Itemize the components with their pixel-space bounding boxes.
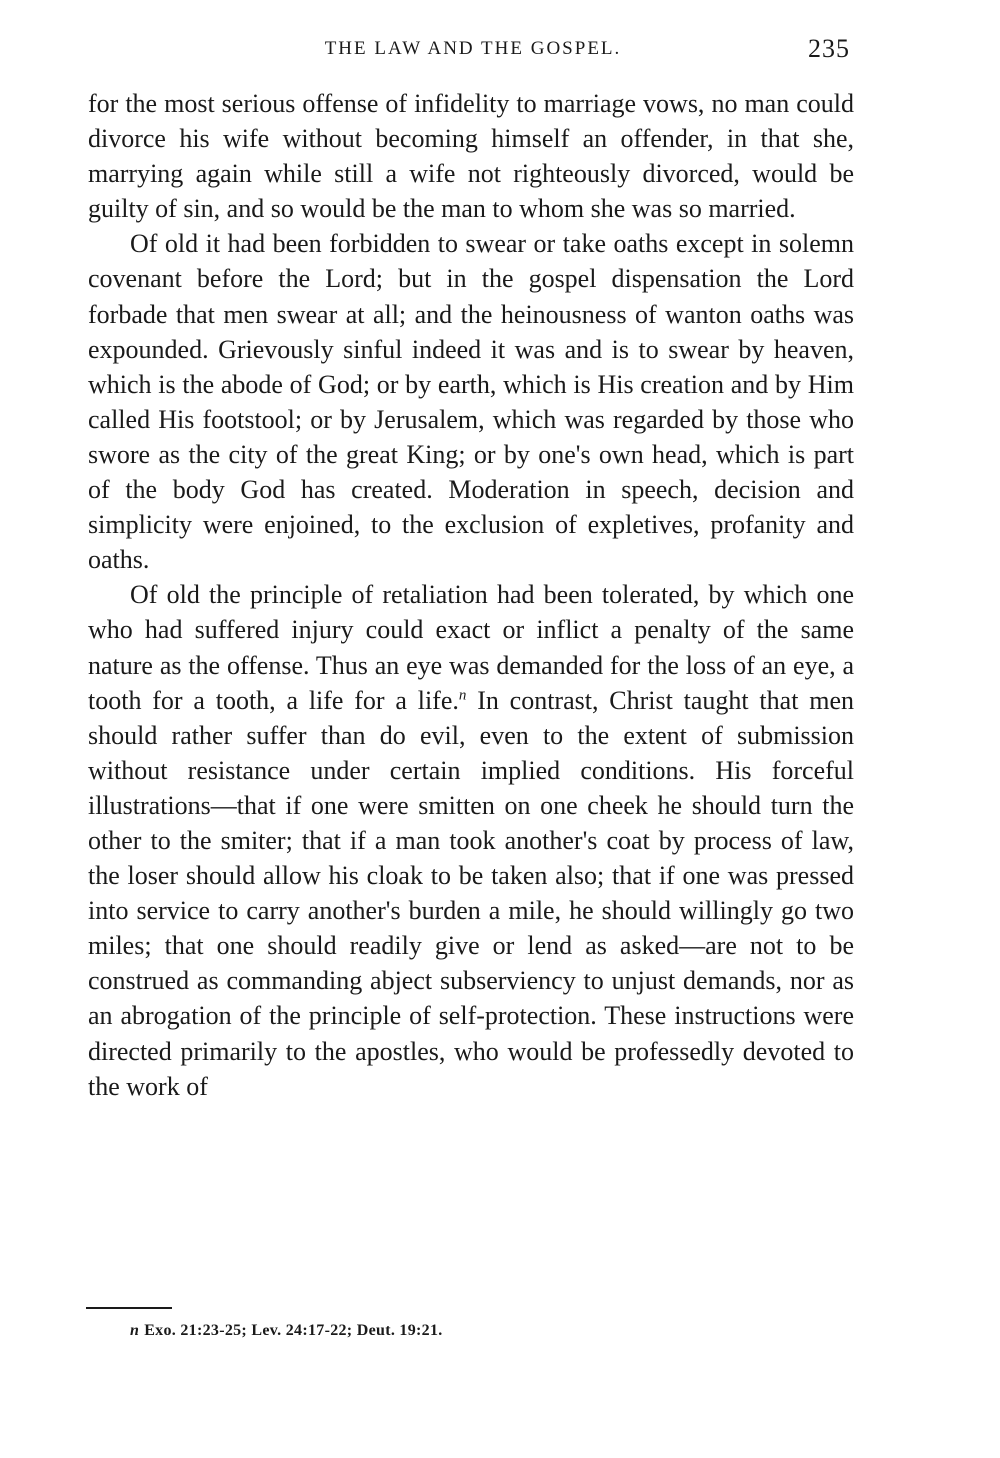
body-text (88, 86, 854, 1104)
footnote-text: Exo. 21:23-25; Lev. 24:17-22; Deut. 19:21. (144, 1322, 443, 1339)
footnote (130, 1322, 443, 1340)
running-head (90, 34, 856, 66)
paragraph-marriage-continued: for the most serious offense of infidelity to marriage vows, no man could divorce his wife without becoming himself an offender, in that she, marrying again while still a wife not righteously divorced, would be guilty of sin, and so would be the man to whom she was so married. (88, 89, 854, 224)
footnote-reference-mark: n (458, 686, 467, 703)
page-number: 235 (808, 34, 850, 63)
paragraph-oaths: Of old it had been forbidden to swear or take oaths except in solemn covenant before the Lord; but in the gospel dispensation the Lord forbade that men swear at all; and the heinousness of wanton oaths was expounded. Grievously sinful indeed it was and is to swear by heaven, which is the abode of God; or by earth, which is His creation and by Him called His footstool; or by Jerusalem, which was regarded by those who swore as the city of the great King; or by one's own head, which is part of the body God has created. Moderation in speech, decision and simplicity were enjoined, to the exclusion of expletives, profanity and oaths. (88, 229, 854, 575)
footnote-divider (86, 1307, 172, 1309)
paragraph-retaliation (88, 577, 854, 1103)
retaliation-text-after-note: In contrast, Christ taught that men should rather suffer than do evil, even to the extent of submission without resistance under certain implied conditions. His forceful illustrations—that if one were smitten on one cheek he should turn the other to the smiter; that if a man took another's coat by process of law, the loser should allow his cloak to be taken also; that if one was pressed into service to carry another's burden a mile, he should willingly go two miles; that one should readily give or lend as asked—are not to be construed as commanding abject subserviency to unjust demands, nor as an abrogation of the principle of self-protection. These instructions were directed primarily to the apostles, who would be professedly devoted to the work of (88, 685, 854, 1101)
retaliation-text-before-note: Of old the principle of retaliation had been tolerated, by which one who had suffered injury could exact or inflict a penalty of the same nature as the offense. Thus an eye was demanded for the loss of an eye, a tooth for a tooth, a life for a life. (88, 580, 854, 715)
running-title: THE LAW AND THE GOSPEL. (324, 38, 622, 59)
footnote-key: n (130, 1322, 140, 1339)
